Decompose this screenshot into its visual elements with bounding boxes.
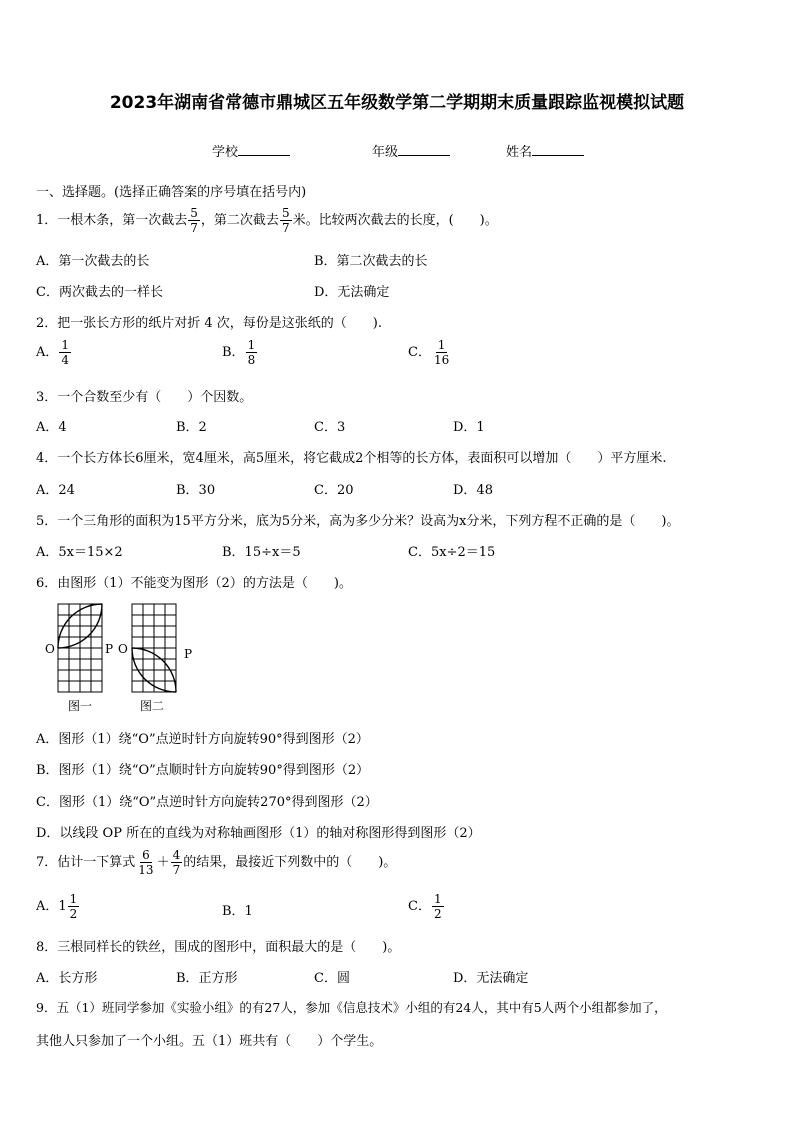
option-8c[interactable]: C．圆 xyxy=(314,971,350,986)
option-6c[interactable]: C．图形（1）绕“O”点逆时针方向旋转270°得到图形（2） xyxy=(36,795,378,810)
option-8d[interactable]: D．无法确定 xyxy=(453,971,529,986)
option-2c[interactable]: C． $\frac{1}{16}$ xyxy=(408,338,450,367)
option-8b[interactable]: B．正方形 xyxy=(176,971,238,986)
option-7c[interactable]: C． $\frac{1}{2}$ xyxy=(408,892,442,921)
option-2a[interactable]: A． $\frac{1}{4}$ xyxy=(36,338,70,367)
option-4a[interactable]: A．24 xyxy=(36,483,75,498)
question-2: 2．把一张长方形的纸片对折 4 次，每份是这张纸的（ ). xyxy=(36,316,383,331)
rotation-figures xyxy=(40,598,210,716)
option-4b[interactable]: B．30 xyxy=(176,483,216,498)
option-1c[interactable]: C．两次截去的一样长 xyxy=(36,285,163,300)
option-7b[interactable]: B．1 xyxy=(222,904,253,919)
page-title: 2023年湖南省常德市鼎城区五年级数学第二学期期末质量跟踪监视模拟试题 xyxy=(109,93,685,113)
option-3d[interactable]: D．1 xyxy=(453,420,485,435)
question-9-line-1: 9．五（1）班同学参加《实验小组》的有27人，参加《信息技术》小组的有24人，其中有5人两个小组都参加了， xyxy=(36,1000,667,1015)
option-3c[interactable]: C．3 xyxy=(314,420,346,435)
question-6: 6．由图形（1）不能变为图形（2）的方法是（ )。 xyxy=(36,576,352,591)
option-1a[interactable]: A．第一次截去的长 xyxy=(36,254,150,269)
question-3: 3．一个合数至少有（ ）个因数。 xyxy=(36,390,253,405)
option-2b[interactable]: B． $\frac{1}{8}$ xyxy=(222,338,256,367)
option-6a[interactable]: A．图形（1）绕“O”点逆时针方向旋转90°得到图形（2） xyxy=(36,732,369,747)
option-3b[interactable]: B．2 xyxy=(176,420,207,435)
label-p-2: P xyxy=(184,647,193,661)
option-4d[interactable]: D．48 xyxy=(453,483,493,498)
option-5a[interactable]: A．5x＝15×2 xyxy=(36,545,123,560)
option-5c[interactable]: C．5x÷2＝15 xyxy=(408,545,496,560)
option-7a[interactable]: A． 1 $\frac{1}{2}$ xyxy=(36,892,78,921)
grade-field[interactable]: 年级 xyxy=(372,141,450,160)
question-9-line-2: 其他人只参加了一个小组。五（1）班共有（ ）个学生。 xyxy=(36,1034,383,1049)
question-4: 4．一个长方体长6厘米，宽4厘米，高5厘米，将它截成2个相等的长方体，表面积可以增加（ ）平方厘米. xyxy=(36,451,667,466)
option-6d[interactable]: D．以线段 OP 所在的直线为对称轴画图形（1）的轴对称图形得到图形（2） xyxy=(36,826,481,841)
figure-2-caption: 图二 xyxy=(140,699,165,713)
label-p-1: P xyxy=(105,642,114,656)
option-4c[interactable]: C．20 xyxy=(314,483,354,498)
question-7: 7．估计一下算式 $\frac{6}{13}$ ＋ $\frac{4}{7}$ 的结果，最接近下列数中的（ )。 xyxy=(36,848,397,877)
option-3a[interactable]: A．4 xyxy=(36,420,67,435)
label-o-2: O xyxy=(118,642,128,656)
option-8a[interactable]: A．长方形 xyxy=(36,971,98,986)
name-field[interactable]: 姓名 xyxy=(506,141,584,160)
option-5b[interactable]: B．15÷x＝5 xyxy=(222,545,301,560)
label-o-1: O xyxy=(45,642,55,656)
option-6b[interactable]: B．图形（1）绕“O”点顺时针方向旋转90°得到图形（2） xyxy=(36,763,370,778)
question-1: 1．一根木条，第一次截去 $\frac{5}{7}$ ，第二次截去 $\frac{5}{7}$ 米。比较两次截去的长度，( )。 xyxy=(36,206,498,235)
school-field[interactable]: 学校 xyxy=(212,141,290,160)
option-1b[interactable]: B．第二次截去的长 xyxy=(314,254,428,269)
section-heading: 一、选择题。(选择正确答案的序号填在括号内) xyxy=(36,185,307,200)
question-5: 5．一个三角形的面积为15平方分米，底为5分米，高为多少分米？设高为x分米，下列方程不正确的是（ )。 xyxy=(36,514,680,529)
question-8: 8．三根同样长的铁丝，围成的图形中，面积最大的是（ )。 xyxy=(36,940,401,955)
option-1d[interactable]: D．无法确定 xyxy=(314,285,390,300)
figure-1-caption: 图一 xyxy=(68,699,93,713)
